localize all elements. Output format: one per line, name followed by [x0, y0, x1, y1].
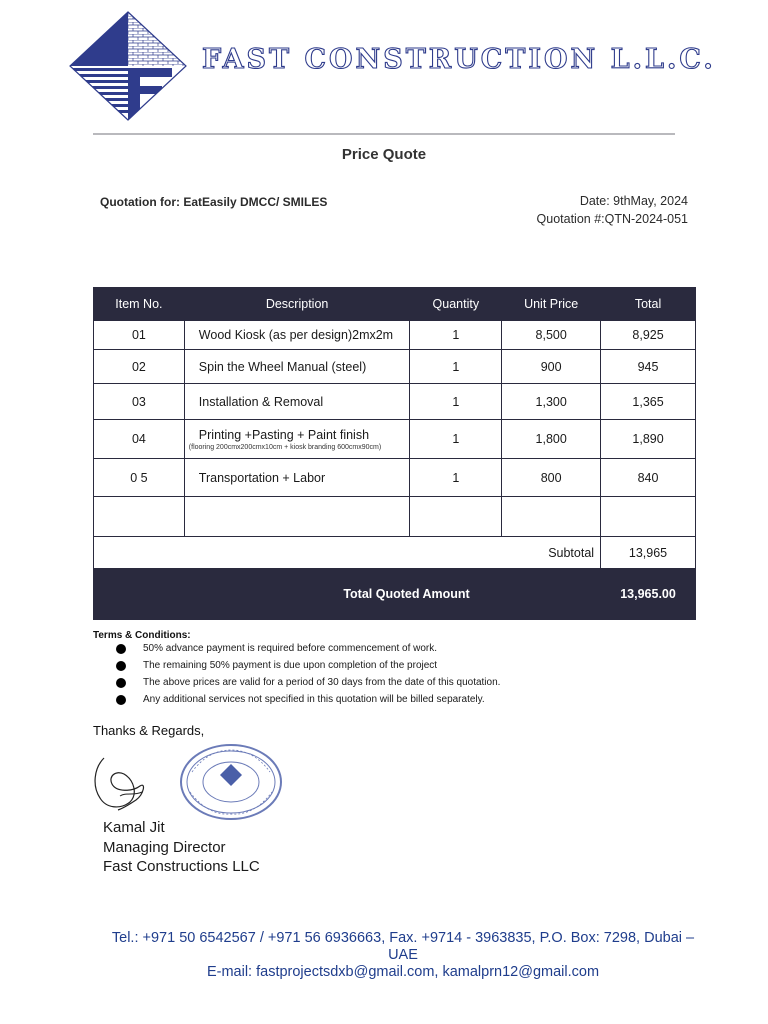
- subtotal-value: 13,965: [601, 537, 696, 569]
- table-row: [94, 321, 696, 350]
- table-row: [94, 420, 696, 459]
- cell-total: 8,925: [601, 321, 696, 350]
- list-item: The remaining 50% payment is due upon completion of the project: [116, 657, 500, 674]
- col-header-total: Total: [601, 288, 696, 321]
- cell-unit-price: 800: [502, 459, 601, 497]
- cell-quantity: 1: [410, 420, 502, 459]
- cell-description: Transportation + Labor: [184, 459, 410, 497]
- col-header-description: Description: [184, 288, 410, 321]
- table-row: [94, 350, 696, 384]
- closing-thanks: Thanks & Regards,: [93, 723, 205, 738]
- cell-description: Wood Kiosk (as per design)2mx2m: [184, 321, 410, 350]
- header-divider: [93, 133, 675, 135]
- list-item: The above prices are valid for a period of 30 days from the date of this quotation.: [116, 674, 500, 691]
- table-row: [94, 459, 696, 497]
- cell-item: 01: [94, 321, 185, 350]
- signer-block: [103, 818, 260, 877]
- footer: [100, 930, 706, 981]
- cell-quantity: 1: [410, 321, 502, 350]
- signer-company: Fast Constructions LLC: [103, 858, 260, 875]
- price-table: [93, 287, 696, 620]
- quote-meta: [537, 192, 688, 228]
- signer-position: Managing Director: [103, 838, 226, 856]
- cell-unit-price: 1,800: [502, 420, 601, 459]
- cell-unit-price: 900: [502, 350, 601, 384]
- company-stamp-icon: [178, 742, 284, 822]
- cell-quantity: 1: [410, 459, 502, 497]
- cell-total: 1,890: [601, 420, 696, 459]
- construction-logo-icon: [68, 10, 188, 122]
- cell-total: 1,365: [601, 384, 696, 420]
- subtotal-row: [94, 537, 696, 569]
- cell-item: 03: [94, 384, 185, 420]
- signature-icon: [90, 752, 150, 814]
- cell-total: 840: [601, 459, 696, 497]
- col-header-quantity: Quantity: [410, 288, 502, 321]
- table-header-row: [94, 288, 696, 321]
- cell-item: 04: [94, 420, 185, 459]
- terms-title: Terms & Conditions:: [93, 630, 191, 641]
- cell-description: Installation & Removal: [184, 384, 410, 420]
- total-label: Total Quoted Amount: [94, 569, 601, 620]
- footer-contact: Tel.: +971 50 6542567 / +971 56 6936663, Fax. +9714 - 3963835, P.O. Box: 7298, Dubai – UAE: [111, 930, 695, 963]
- col-header-item: Item No.: [94, 288, 185, 321]
- cell-description: Spin the Wheel Manual (steel): [184, 350, 410, 384]
- cell-description: [184, 420, 410, 459]
- cell-unit-price: 1,300: [502, 384, 601, 420]
- quote-number: Quotation #:QTN-2024-051: [536, 212, 688, 226]
- terms-list: [116, 640, 500, 708]
- cell-total: 945: [601, 350, 696, 384]
- empty-row: [94, 497, 696, 537]
- quote-date: Date: 9thMay, 2024: [579, 194, 688, 208]
- cell-quantity: 1: [410, 350, 502, 384]
- signer-name: Kamal Jit: [103, 819, 165, 836]
- footer-email: E-mail: fastprojectsdxb@gmail.com, kamalprn12@gmail.com: [206, 964, 600, 980]
- list-item: Any additional services not specified in this quotation will be billed separately.: [116, 691, 500, 708]
- cell-unit-price: 8,500: [502, 321, 601, 350]
- table-row: [94, 384, 696, 420]
- description-detail: (flooring 200cmx200cmx10cm + kiosk branding 600cmx90cm): [188, 443, 382, 451]
- page-title: Price Quote: [341, 146, 427, 163]
- cell-item: 02: [94, 350, 185, 384]
- cell-quantity: 1: [410, 384, 502, 420]
- col-header-unit-price: Unit Price: [502, 288, 601, 321]
- quotation-for: Quotation for: EatEasily DMCC/ SMILES: [100, 195, 328, 209]
- subtotal-label: Subtotal: [94, 537, 601, 569]
- total-row: [94, 569, 696, 620]
- description-main: Printing +Pasting + Paint finish: [198, 427, 370, 442]
- cell-item: 0 5: [94, 459, 185, 497]
- company-name: FAST CONSTRUCTION L.L.C.: [202, 44, 716, 75]
- list-item: 50% advance payment is required before commencement of work.: [116, 640, 500, 657]
- total-value: 13,965.00: [601, 569, 696, 620]
